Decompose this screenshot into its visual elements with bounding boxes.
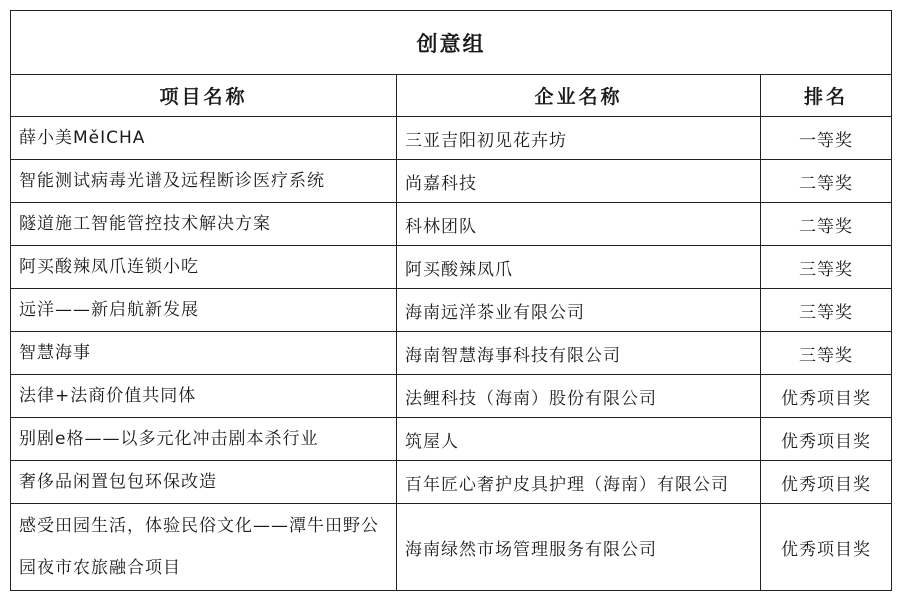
table-row [11, 504, 892, 591]
table-title: 创意组 [11, 11, 892, 75]
project-cell: 远洋——新启航新发展 [11, 289, 397, 332]
header-company: 企业名称 [397, 75, 761, 117]
project-cell: 法律+法商价值共同体 [11, 375, 397, 418]
project-cell: 隧道施工智能管控技术解决方案 [11, 203, 397, 246]
rank-cell: 三等奖 [761, 246, 892, 289]
project-cell: 智慧海事 [11, 332, 397, 375]
company-cell: 海南远洋茶业有限公司 [397, 289, 761, 332]
title-row [11, 11, 892, 75]
header-rank: 排名 [761, 75, 892, 117]
company-cell: 三亚吉阳初见花卉坊 [397, 117, 761, 160]
company-cell: 科林团队 [397, 203, 761, 246]
project-cell: 薛小美MěICHA [11, 117, 397, 160]
rank-cell: 优秀项目奖 [761, 418, 892, 461]
awards-table [10, 10, 892, 591]
table-row [11, 375, 892, 418]
table-row [11, 203, 892, 246]
rank-cell: 优秀项目奖 [761, 461, 892, 504]
rank-cell: 一等奖 [761, 117, 892, 160]
project-cell: 别剧e格——以多元化冲击剧本杀行业 [11, 418, 397, 461]
project-cell: 感受田园生活，体验民俗文化——潭牛田野公园夜市农旅融合项目 [11, 504, 397, 591]
table-row [11, 289, 892, 332]
header-row [11, 75, 892, 117]
table-row [11, 246, 892, 289]
table-row [11, 160, 892, 203]
company-cell: 筑屋人 [397, 418, 761, 461]
rank-cell: 二等奖 [761, 160, 892, 203]
company-cell: 百年匠心奢护皮具护理（海南）有限公司 [397, 461, 761, 504]
table-row [11, 461, 892, 504]
table-row [11, 332, 892, 375]
company-cell: 尚嘉科技 [397, 160, 761, 203]
rank-cell: 三等奖 [761, 289, 892, 332]
project-cell: 智能测试病毒光谱及远程断诊医疗系统 [11, 160, 397, 203]
rank-cell: 二等奖 [761, 203, 892, 246]
rank-cell: 优秀项目奖 [761, 375, 892, 418]
company-cell: 阿买酸辣凤爪 [397, 246, 761, 289]
project-cell: 阿买酸辣凤爪连锁小吃 [11, 246, 397, 289]
rank-cell: 三等奖 [761, 332, 892, 375]
company-cell: 海南绿然市场管理服务有限公司 [397, 504, 761, 591]
table-row [11, 117, 892, 160]
project-cell: 奢侈品闲置包包环保改造 [11, 461, 397, 504]
company-cell: 海南智慧海事科技有限公司 [397, 332, 761, 375]
header-project: 项目名称 [11, 75, 397, 117]
company-cell: 法鲤科技（海南）股份有限公司 [397, 375, 761, 418]
table-row [11, 418, 892, 461]
rank-cell: 优秀项目奖 [761, 504, 892, 591]
